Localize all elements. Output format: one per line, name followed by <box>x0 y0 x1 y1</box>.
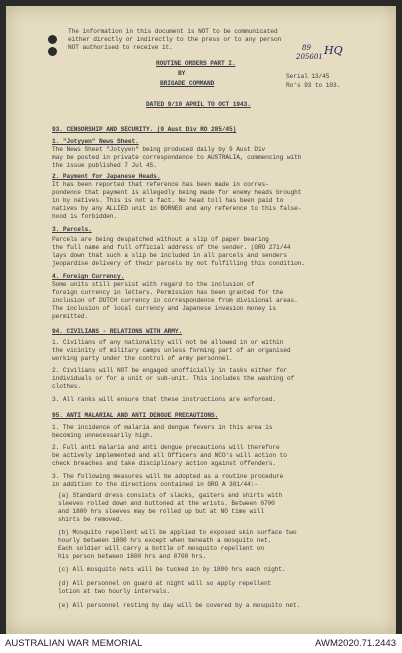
list-item-line: (d) All personnel on guard at night will so apply repellent <box>58 580 272 587</box>
section-heading: 94. CIVILIANS - RELATIONS WITH ARMY. <box>52 328 183 335</box>
paragraph-line: in by natives. This is not a fact. No head toll has been paid to <box>52 197 284 204</box>
paragraph-line: 3. All ranks will ensure that these instructions are enforced. <box>52 396 277 403</box>
paragraph-line: pondence that payment is allegedly being made for enemy heads brought <box>52 189 302 196</box>
paragraph-line: 2. Full anti malaria and anti dengue precautions will therefore <box>52 444 280 451</box>
notice-line: either directly or indirectly to the press or to any person <box>68 36 282 43</box>
paragraph-line: the full name and full official address of the sender. (GRO 271/44 <box>52 244 291 251</box>
paragraph-line: the issue published 7 Jul 45. <box>52 162 157 169</box>
paragraph-line: 1. The incidence of malaria and dengue fevers in this area is <box>52 424 273 431</box>
paragraph-line: becoming unnecessarily high. <box>52 432 154 439</box>
ros-range: Ro's 93 to 103. <box>286 82 341 89</box>
paragraph-line: individuals or for a unit or sub-unit. This includes the washing of <box>52 375 295 382</box>
paragraph-line: foreign currency in letters. Permission has been granted for the <box>52 289 284 296</box>
document-page <box>6 6 396 634</box>
paragraph-line: may be posted in private correspondence to AUSTRALIA, commencing with <box>52 154 302 161</box>
list-item-line: shirts be removed. <box>58 516 124 523</box>
paragraph-line: natives by any ALLIED unit in BORNEO and any reference to this false- <box>52 205 302 212</box>
paragraph-line: It has been reported that reference has been made in corres- <box>52 181 269 188</box>
paragraph-line: lays down that such a slip be included in all parcels and senders <box>52 252 287 259</box>
paragraph-line: 3. The following measures will be adopted as a routine procedure <box>52 473 284 480</box>
notice-line: NOT authorised to receive it. <box>68 44 173 51</box>
list-item-line: sleeves rolled down and buttoned at the wrists. Between 0700 <box>58 500 275 507</box>
notice-line: The information in this document is NOT to be communicated <box>68 28 278 35</box>
title-dated: DATED 9/10 APRIL TO OCT 1943. <box>146 101 251 108</box>
sub-heading: 2. Payment for Japanese Heads. <box>52 173 161 180</box>
paragraph-line: Parcels are being despatched without a slip of paper bearing <box>52 236 269 243</box>
paragraph-line: be actively implemented and all Officers and NCO's will action to <box>52 452 287 459</box>
sub-heading: 4. Foreign Currency. <box>52 273 125 280</box>
section-heading: 95. ANTI MALARIAL AND ANTI DENGUE PRECAUTIONS. <box>52 412 219 419</box>
paragraph-line: Some units still persist with regard to the inclusion of <box>52 281 255 288</box>
handwritten-ref2: 205601 <box>296 53 323 61</box>
list-item-line: hourly between 1800 hrs except when beneath a mosquito net. <box>58 537 272 544</box>
footer-bar <box>0 634 402 653</box>
list-item-line: (e) All personnel resting by day will be covered by a mosquito net. <box>58 602 301 609</box>
list-item-line: (a) Standard dress consists of slacks, gaiters and shirts with <box>58 492 283 499</box>
paragraph-line: working party under the control of army personnel. <box>52 355 233 362</box>
paragraph-line: jeopardise delivery of their parcels by not fulfilling this condition. <box>52 260 305 267</box>
paragraph-line: The News Sheet "Jotyyen" being produced daily by 9 Aust Div <box>52 146 266 153</box>
list-item-line: Each soldier will carry a bottle of mosquito repellent on <box>58 545 264 552</box>
paragraph-line: 2. Civilians will NOT be engaged unofficially in tasks either for <box>52 367 287 374</box>
sub-heading: 3. Parcels. <box>52 226 92 233</box>
sub-heading: 1. "Jotyyen" News Sheet. <box>52 138 139 145</box>
paragraph-line: the vicinity of military camps unless forming part of an organised <box>52 347 291 354</box>
list-item-line: (b) Mosquito repellent will be applied to exposed skin surface two <box>58 529 297 536</box>
paragraph-line: inclusion of DUTCH currency in correspondence from divisional areas. <box>52 297 298 304</box>
serial-number: Serial 13/45 <box>286 73 330 80</box>
handwritten-hq: HQ <box>324 44 343 57</box>
list-item-line: lotion at two hourly intervals. <box>58 588 171 595</box>
paragraph-line: hood is forbidden. <box>52 213 118 220</box>
list-item-line: his person between 1800 hrs and 0700 hrs. <box>58 553 207 560</box>
list-item-line: and 1800 hrs sleeves may be rolled up but at NO time will <box>58 508 264 515</box>
footer-accession-number: AWM2020.71.2443 <box>315 638 396 649</box>
paragraph-line: The inclusion of local currency and Japanese invasion money is <box>52 305 277 312</box>
list-item-line: (c) All mosquito nets will be tucked in by 1800 hrs each night. <box>58 566 286 573</box>
section-heading: 93. CENSORSHIP AND SECURITY. (9 Aust Div RO 285/45) <box>52 126 237 133</box>
handwritten-ref: 89 <box>302 44 311 52</box>
footer-institution: AUSTRALIAN WAR MEMORIAL <box>5 638 143 649</box>
paragraph-line: in addition to the directions contained in GRO A 301/44:- <box>52 481 258 488</box>
punch-hole <box>48 35 57 44</box>
punch-hole <box>48 47 57 56</box>
paragraph-line: check breaches and take disciplinary action against offenders. <box>52 460 277 467</box>
title-line: ROUTINE ORDERS PART I. <box>156 60 236 67</box>
paragraph-line: clothes. <box>52 383 81 390</box>
paragraph-line: 1. Civilians of any nationality will not be allowed in or within <box>52 339 284 346</box>
title-line: BRIGADE COMMAND <box>160 80 215 87</box>
paragraph-line: permitted. <box>52 313 89 320</box>
title-line: BY <box>178 70 186 77</box>
